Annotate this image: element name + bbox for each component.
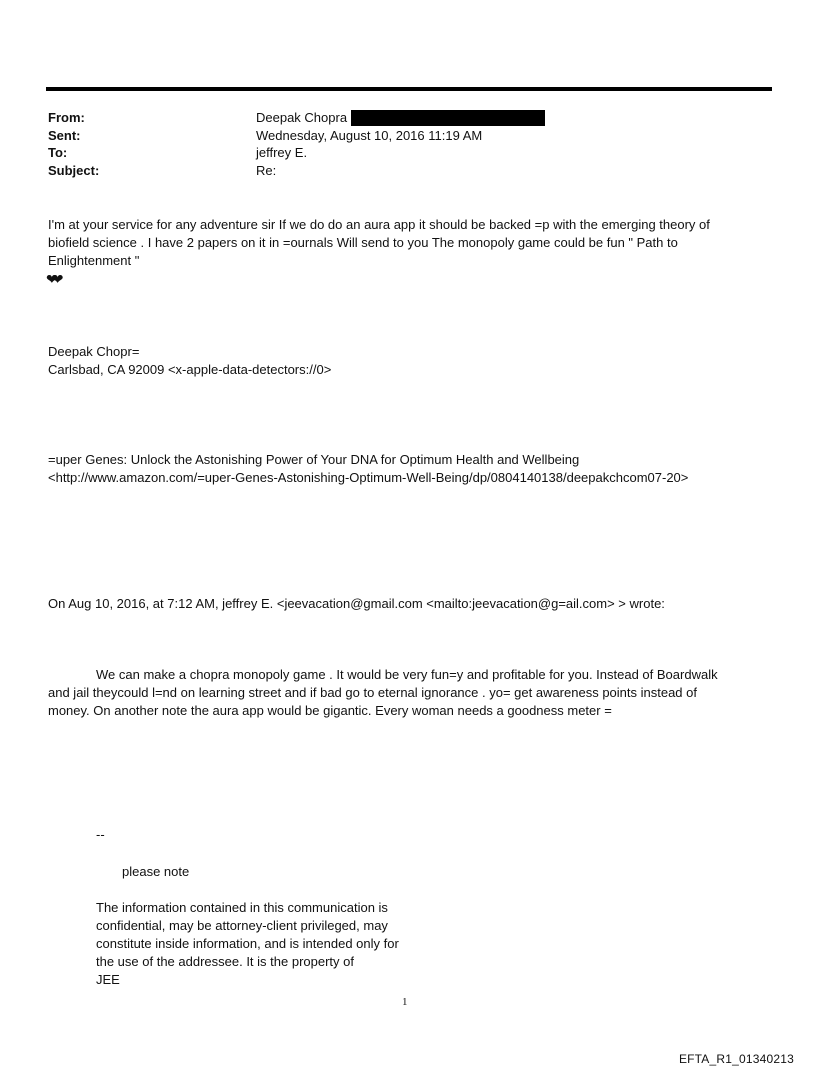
from-value: Deepak Chopra (256, 110, 348, 125)
confidential-line-4: the use of the addressee. It is the property of (96, 954, 354, 969)
confidential-line-2: confidential, may be attorney-client privileged, may (96, 918, 388, 933)
header-rule (46, 87, 772, 91)
signature-address: Carlsbad, CA 92009 <x-apple-data-detectors://0> (48, 362, 332, 377)
quoted-line-1: We can make a chopra monopoly game . It would be very fun=y and profitable for you. Instead of Boardwalk (96, 667, 718, 682)
please-note: please note (122, 864, 190, 879)
confidential-line-3: constitute inside information, and is intended only for (96, 936, 399, 951)
book-title: =uper Genes: Unlock the Astonishing Power of Your DNA for Optimum Health and Wellbeing (48, 452, 580, 467)
reply-line-3: Enlightenment " (48, 253, 140, 268)
from-row (48, 109, 748, 127)
book-link[interactable]: <http://www.amazon.com/=uper-Genes-Astonishing-Optimum-Well-Being/dp/0804140138/deepakchcom07-20> (48, 470, 689, 485)
sent-label: Sent: (48, 127, 81, 143)
to-row (48, 144, 748, 162)
bates-number: EFTA_R1_01340213 (678, 1052, 794, 1066)
quoted-line-3: money. On another note the aura app would be gigantic. Every woman needs a goodness meter = (48, 703, 612, 718)
to-value: jeffrey E. (256, 145, 308, 160)
email-header (48, 109, 748, 179)
quoted-line-2: and jail theycould l=nd on learning street and if bad go to eternal ignorance . yo= get awareness points instead of (48, 685, 697, 700)
subject-row (48, 162, 748, 180)
confidential-line-5: JEE (96, 972, 120, 987)
redaction-box (351, 110, 545, 126)
to-label: To: (48, 145, 68, 160)
quote-header: On Aug 10, 2016, at 7:12 AM, jeffrey E. <jeevacation@gmail.com <mailto:jeevacation@g=ail.com> > wrote: (48, 596, 665, 611)
from-label: From: (48, 110, 85, 125)
reply-line-2: biofield science . I have 2 papers on it in =ournals Will send to you The monopoly game could be fun " Path to (48, 235, 678, 250)
confidential-line-1: The information contained in this communication is (96, 900, 388, 915)
subject-value: Re: (256, 162, 277, 178)
page-number: 1 (402, 996, 408, 1008)
heart-icon: ❤❤ (46, 272, 58, 288)
reply-line-1: I'm at your service for any adventure sir If we do do an aura app it should be backed =p with the emerging theory of (48, 217, 710, 232)
sent-value: Wednesday, August 10, 2016 11:19 AM (256, 127, 483, 143)
sent-row (48, 127, 748, 145)
signature-name: Deepak Chopr= (48, 344, 140, 359)
from-value-wrap (256, 109, 545, 127)
subject-label: Subject: (48, 162, 100, 178)
signature-separator: -- (96, 827, 105, 842)
